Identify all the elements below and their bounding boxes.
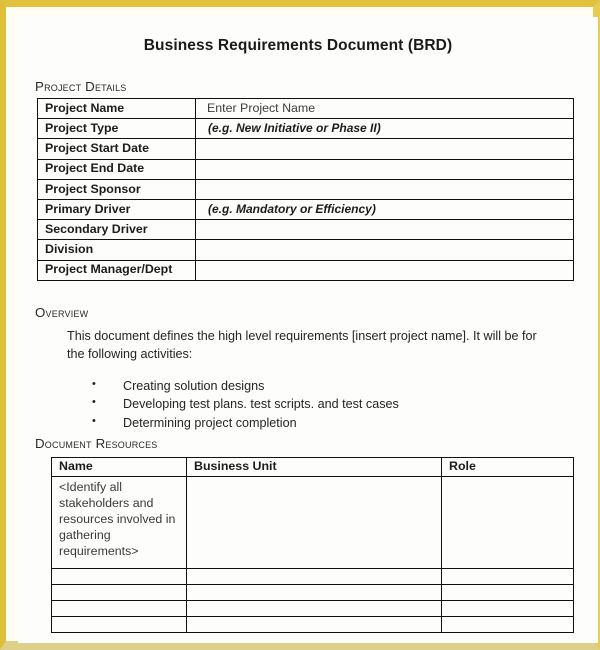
list-item-label: Developing test plans. test scripts. and test cases bbox=[123, 397, 399, 412]
table-row bbox=[38, 99, 574, 119]
section-heading-document-resources: Document Resources bbox=[35, 436, 158, 451]
bullet-icon: • bbox=[92, 396, 96, 409]
resource-name-cell[interactable]: <Identify all stakeholders and resources involved in gathering requirements> bbox=[52, 477, 187, 569]
list-item bbox=[88, 377, 399, 395]
resource-role-cell[interactable] bbox=[442, 477, 574, 569]
table-row bbox=[52, 617, 574, 633]
detail-value[interactable] bbox=[196, 159, 574, 179]
detail-value[interactable] bbox=[196, 139, 574, 159]
resource-business-unit-cell[interactable] bbox=[187, 569, 442, 585]
column-header-business-unit: Business Unit bbox=[187, 458, 442, 477]
resource-business-unit-cell[interactable] bbox=[187, 585, 442, 601]
bullet-icon: • bbox=[92, 378, 96, 390]
project-details-table bbox=[37, 98, 574, 281]
detail-value[interactable]: Enter Project Name bbox=[196, 99, 574, 119]
table-row bbox=[38, 199, 574, 219]
section-heading-overview: Overview bbox=[35, 305, 89, 320]
table-row bbox=[38, 260, 574, 280]
table-row bbox=[38, 220, 574, 240]
detail-label: Project Sponsor bbox=[38, 179, 196, 199]
detail-label: Secondary Driver bbox=[38, 220, 196, 240]
detail-label: Project End Date bbox=[38, 159, 196, 179]
document-page bbox=[18, 17, 598, 643]
table-row bbox=[38, 240, 574, 260]
page-title: Business Requirements Document (BRD) bbox=[143, 37, 453, 54]
resource-role-cell[interactable] bbox=[442, 585, 574, 601]
table-row bbox=[52, 569, 574, 585]
detail-label: Project Type bbox=[38, 119, 196, 139]
detail-label: Division bbox=[38, 240, 196, 260]
resource-role-cell[interactable] bbox=[442, 617, 574, 633]
detail-value[interactable]: (e.g. Mandatory or Efficiency) bbox=[196, 199, 574, 219]
detail-value[interactable] bbox=[196, 240, 574, 260]
overview-paragraph: This document defines the high level requirements [insert project name]. It will be for the following activities: bbox=[67, 329, 537, 361]
detail-value[interactable] bbox=[196, 220, 574, 240]
detail-label: Project Manager/Dept bbox=[38, 260, 196, 280]
table-row bbox=[52, 585, 574, 601]
resource-business-unit-cell[interactable] bbox=[187, 617, 442, 633]
resource-name-cell[interactable] bbox=[52, 601, 187, 617]
resource-role-cell[interactable] bbox=[442, 569, 574, 585]
overview-bullet-list bbox=[88, 377, 399, 432]
list-item-label: Determining project completion bbox=[123, 415, 297, 430]
resource-name-cell[interactable] bbox=[52, 585, 187, 601]
resource-role-cell[interactable] bbox=[442, 601, 574, 617]
table-row bbox=[38, 119, 574, 139]
table-row bbox=[52, 601, 574, 617]
detail-value[interactable] bbox=[196, 260, 574, 280]
column-header-role: Role bbox=[442, 458, 574, 477]
detail-label: Project Start Date bbox=[38, 139, 196, 159]
list-item bbox=[88, 414, 399, 432]
table-row bbox=[38, 179, 574, 199]
table-row bbox=[38, 159, 574, 179]
column-header-name: Name bbox=[52, 458, 187, 477]
detail-value[interactable]: (e.g. New Initiative or Phase II) bbox=[196, 119, 574, 139]
table-header-row bbox=[52, 458, 574, 477]
resource-name-cell[interactable] bbox=[52, 569, 187, 585]
resource-name-cell[interactable] bbox=[52, 617, 187, 633]
list-item-label: Creating solution designs bbox=[123, 379, 265, 393]
resource-business-unit-cell[interactable] bbox=[187, 477, 442, 569]
list-item bbox=[88, 395, 399, 413]
section-heading-project-details: Project Details bbox=[35, 79, 127, 94]
table-row bbox=[38, 139, 574, 159]
detail-label: Project Name bbox=[38, 99, 196, 119]
bullet-icon: • bbox=[92, 414, 96, 427]
resource-business-unit-cell[interactable] bbox=[187, 601, 442, 617]
table-row bbox=[52, 477, 574, 569]
detail-label: Primary Driver bbox=[38, 199, 196, 219]
document-resources-table bbox=[51, 457, 574, 633]
detail-value[interactable] bbox=[196, 179, 574, 199]
